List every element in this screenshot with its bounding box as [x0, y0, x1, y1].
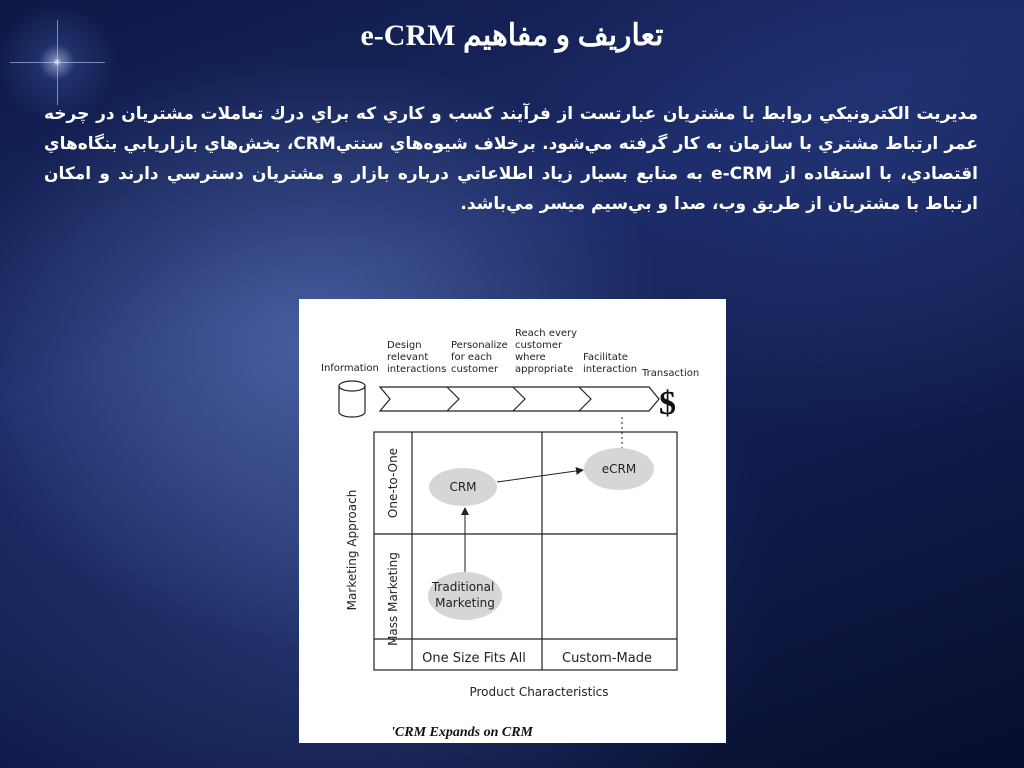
figure-caption-prefix: ': [391, 725, 395, 740]
label-facilitate-line2: interaction: [583, 364, 638, 375]
slide-paragraph: مديريت الكترونيكي روابط با مشتريان عبارتست از فرآيند كسب و كاري كه براي درك تعاملات مشتريان در چرخه عمر ارتباط مشتري با سازمان به كار گرفته مي‌شود. برخلاف شيوه‌هاي سنتيCRM، بخش‌هاي بازاريابي بنگاه‌هاي اقتصادي، با استفاده از e-CRM به منابع بسيار زياد اطلاعاتي درباره بازار و مشتريان دسترسي دارند و امكان ارتباط با مشتريان از طريق وب، صدا و بي‌سيم ميسر مي‌باشد.: [44, 104, 979, 214]
label-facilitate-line1: Facilitate: [583, 352, 628, 363]
label-facilitate: [583, 352, 637, 375]
label-design-line1: Design: [387, 340, 422, 351]
x-axis-title: Product Characteristics: [469, 685, 609, 699]
label-personalize-line2: for each: [451, 352, 493, 363]
slide-title: تعاريف و مفاهيم e-CRM: [360, 19, 664, 52]
label-transaction: Transaction: [642, 368, 700, 379]
y-category-mass-marketing: Mass Marketing: [386, 552, 400, 646]
y-axis-title: Marketing Approach: [345, 489, 359, 611]
pipeline-arrow: [380, 387, 659, 411]
figure-caption-text: CRM Expands on CRM: [394, 725, 533, 740]
node-traditional-marketing: [428, 572, 502, 620]
label-design-line2: relevant: [387, 352, 429, 363]
label-reach: [515, 328, 580, 375]
x-category-one-size: One Size Fits All: [422, 651, 526, 666]
label-reach-line2: customer: [515, 340, 563, 351]
label-personalize-line3: customer: [451, 364, 499, 375]
arrow-crm-to-ecrm: [497, 470, 583, 482]
y-category-one-to-one: One-to-One: [386, 447, 400, 519]
node-traditional-line2: Marketing: [435, 596, 495, 610]
label-information: Information: [321, 363, 379, 374]
node-ecrm-label: eCRM: [601, 462, 637, 476]
node-crm: [429, 468, 497, 506]
label-personalize-line1: Personalize: [451, 340, 508, 351]
node-crm-label: CRM: [449, 480, 477, 494]
database-icon: [339, 381, 365, 417]
label-design-line3: interactions: [387, 364, 447, 375]
label-personalize: [451, 340, 511, 375]
figure-caption: [391, 725, 534, 740]
x-category-custom-made: Custom-Made: [562, 651, 652, 666]
crm-diagram-figure: [299, 299, 726, 743]
node-traditional-line1: Traditional: [431, 580, 495, 594]
dollar-icon: $: [659, 385, 676, 422]
crm-diagram-svg: [299, 299, 726, 743]
node-ecrm: [584, 448, 654, 490]
label-design: [387, 340, 446, 375]
label-reach-line3: where: [515, 352, 546, 363]
label-reach-line4: appropriate: [515, 364, 574, 375]
label-reach-line1: Reach every: [515, 328, 578, 339]
